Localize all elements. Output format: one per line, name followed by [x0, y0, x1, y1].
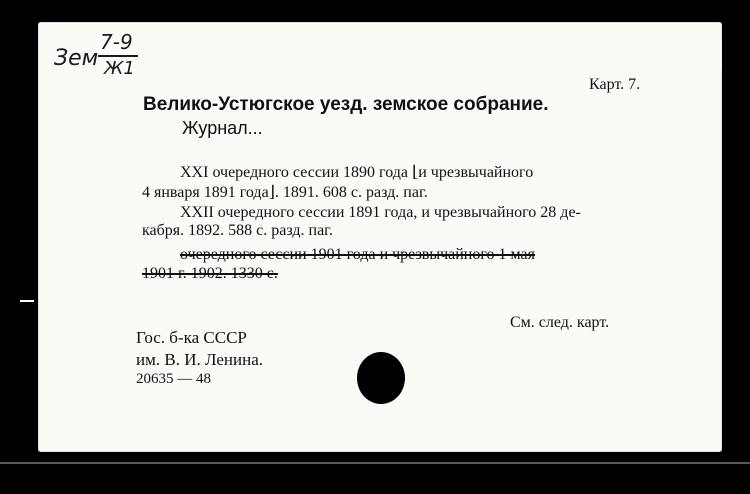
entry-line: XXII очередного сессии 1891 года, и чрезвычайного 28 де-: [180, 204, 581, 221]
see-next-card: См. след. карт.: [510, 314, 610, 331]
entry-line: XXI очередного сессии 1890 года ⌊и чрезвычайного: [180, 164, 534, 181]
shelf-code: Зем: [54, 46, 99, 71]
scan-speck: [720, 40, 722, 70]
card-punch-hole: [357, 352, 405, 404]
shelf-fraction-line: [98, 55, 138, 57]
card-subheading: Журнал...: [182, 118, 263, 138]
shelf-numerator: 7-9: [100, 30, 133, 54]
library-name-line2: им. В. И. Ленина.: [136, 350, 264, 369]
entry-line: кабря. 1892. 588 с. разд. паг.: [142, 222, 333, 239]
card-number: Карт. 7.: [589, 76, 641, 93]
shelf-denominator: Ж1: [104, 58, 135, 79]
struck-entry-line: очередного сессии 1901 года и чрезвычайного 1 мая: [180, 246, 536, 263]
scan-speck: [0, 462, 750, 464]
scan-speck: [20, 300, 34, 302]
card-heading: Велико-Устюгское уезд. земское собрание.: [143, 94, 549, 115]
struck-entry-line: 1901 г. 1902. 1330 с.: [142, 265, 278, 282]
library-inventory-number: 20635 — 48: [136, 371, 211, 387]
library-name: Гос. б-ка СССР: [136, 328, 247, 347]
entry-line: 4 января 1891 года⌋. 1891. 608 с. разд. паг.: [142, 184, 428, 201]
